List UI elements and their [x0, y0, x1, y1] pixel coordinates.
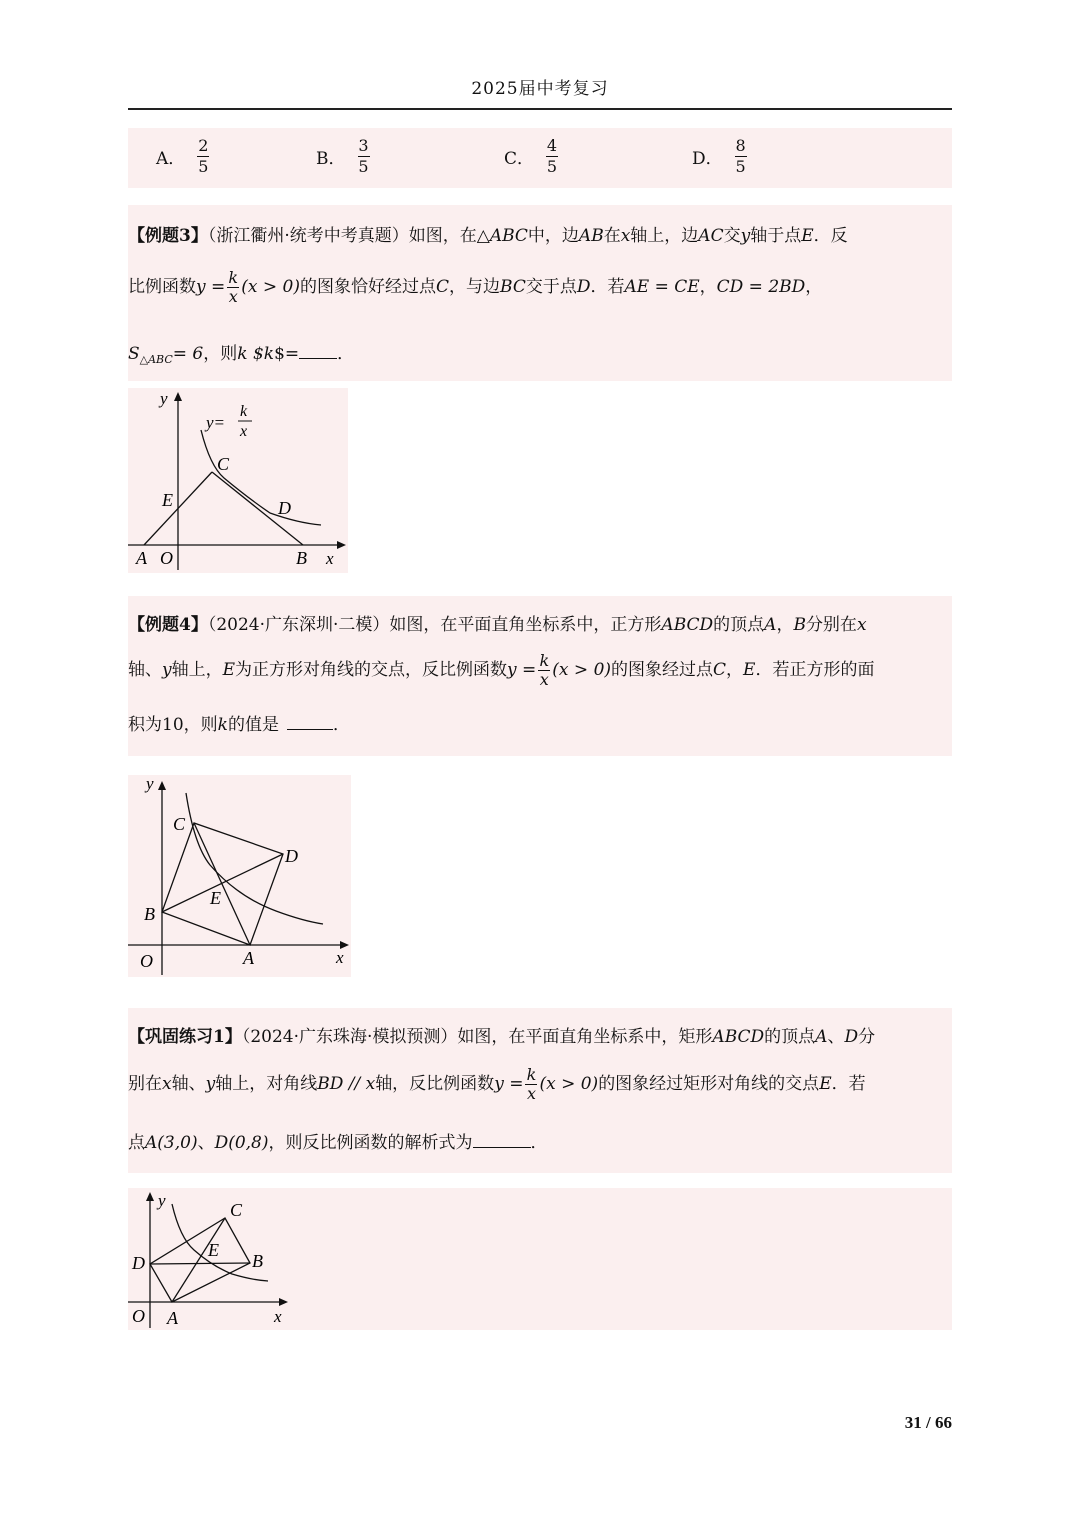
- math: = 6: [172, 344, 204, 364]
- text: ．: [530, 1133, 548, 1153]
- choice-letter: B．: [316, 149, 346, 169]
- text: ，: [726, 660, 744, 680]
- axis-label-y: y: [160, 389, 168, 408]
- header-title: 2025届中考复习: [471, 79, 609, 99]
- point-label-c: C: [230, 1200, 243, 1220]
- math: AE = CE: [624, 277, 700, 297]
- origin-label: O: [140, 951, 153, 971]
- choice-letter: C．: [504, 149, 535, 169]
- math: x: [162, 1074, 172, 1094]
- point-label-e: E: [208, 1240, 219, 1260]
- math: y: [205, 1074, 216, 1094]
- choice-c: [504, 136, 558, 177]
- answer-choices: [128, 128, 952, 188]
- text: 别在: [128, 1074, 162, 1094]
- numerator: 3: [358, 136, 369, 155]
- text: 轴、: [171, 1074, 206, 1094]
- math: AC: [698, 226, 724, 246]
- math: E: [801, 226, 814, 246]
- text: 如图，在平面直角坐标系中，正方形: [389, 615, 662, 635]
- ex4-line-1: [128, 610, 867, 635]
- choice-fraction: [358, 136, 370, 177]
- choice-d: [692, 136, 747, 177]
- axis-label-x: x: [274, 1307, 282, 1326]
- point-label-c: C: [173, 814, 186, 834]
- function-label: y=: [206, 413, 226, 432]
- text: ．若: [831, 1074, 866, 1094]
- function-numerator: k: [240, 403, 248, 420]
- math: A: [764, 615, 777, 635]
- text: 分: [858, 1027, 876, 1047]
- math: D: [576, 277, 591, 297]
- math: k $: [237, 344, 264, 364]
- ex4-source: （2024·广东深圳·二模）: [207, 615, 390, 635]
- text: 轴，反比例函数: [375, 1074, 495, 1094]
- math: S: [128, 344, 140, 364]
- practice-1: [128, 1008, 952, 1173]
- numerator: k: [539, 651, 550, 670]
- choice-fraction: [546, 136, 558, 177]
- text: 交于点: [525, 277, 577, 297]
- math: △ABC: [476, 226, 528, 246]
- text: 的顶点: [764, 1027, 816, 1047]
- text: ，则反比例函数的解析式为: [268, 1133, 473, 1153]
- text: 轴上，边: [630, 226, 699, 246]
- text: 轴上，: [171, 660, 223, 680]
- math: A: [815, 1027, 828, 1047]
- axis-label-y: y: [158, 1191, 166, 1210]
- axis-label-y: y: [146, 775, 154, 793]
- text: 的顶点: [713, 615, 765, 635]
- text: ，与边: [449, 277, 501, 297]
- math: BC: [500, 277, 526, 297]
- practice-1-figure: [128, 1188, 952, 1330]
- point-label-c: C: [217, 454, 230, 474]
- point-label-d: D: [285, 846, 298, 866]
- point-label-d: D: [278, 498, 291, 518]
- ex5-source: （2024·广东珠海·模拟预测）: [241, 1027, 458, 1047]
- choice-b: [316, 136, 370, 177]
- denominator: 5: [358, 157, 369, 176]
- ex4-tag: 【例题4】: [128, 615, 208, 635]
- choice-fraction: [197, 136, 209, 177]
- text: 交: [723, 226, 741, 246]
- point-label-b: B: [144, 904, 155, 924]
- text: ．反: [813, 226, 848, 246]
- choice-letter: A．: [156, 149, 186, 169]
- text: 分别在: [805, 615, 857, 635]
- ex5-line-1: [128, 1022, 875, 1047]
- math: CD = 2BD: [716, 277, 806, 297]
- text: 如图，在: [408, 226, 477, 246]
- math: AB: [578, 226, 604, 246]
- numerator: k: [228, 268, 239, 287]
- math: (x > 0): [539, 1074, 599, 1094]
- math: k: [263, 344, 275, 364]
- text: 轴、: [128, 660, 162, 680]
- math: k: [217, 715, 228, 735]
- example-3-figure: [128, 388, 348, 573]
- text: ．: [337, 344, 355, 364]
- example-4: [128, 596, 952, 756]
- text: 为正方形对角线的交点，反比例函数: [235, 660, 508, 680]
- text: 中，边: [527, 226, 579, 246]
- math: E: [819, 1074, 832, 1094]
- math: D: [844, 1027, 859, 1047]
- text: $=: [274, 344, 300, 364]
- math: ABCD: [712, 1027, 765, 1047]
- text: 、: [827, 1027, 845, 1047]
- math: y: [162, 660, 172, 680]
- text: 的图象经过矩形对角线的交点: [598, 1074, 820, 1094]
- numerator: k: [526, 1065, 537, 1084]
- ex3-source: （浙江衢州·统考中考真题）: [207, 226, 409, 246]
- text: ．若: [590, 277, 625, 297]
- ex3-tag: 【例题3】: [128, 226, 208, 246]
- answer-blank: [299, 358, 337, 359]
- math: x: [620, 226, 631, 246]
- fraction: [538, 652, 550, 689]
- example-3: [128, 205, 952, 381]
- text: ．若正方形的面: [755, 660, 875, 680]
- math: D(0,8): [214, 1133, 269, 1153]
- math: B: [793, 615, 806, 635]
- axis-label-x: x: [336, 948, 344, 967]
- point-label-e: E: [162, 490, 173, 510]
- function-denominator: x: [240, 423, 248, 440]
- fraction: [525, 1066, 537, 1103]
- point-label-a: A: [243, 948, 254, 968]
- math: E: [743, 660, 756, 680]
- point-label-e: E: [210, 888, 221, 908]
- page-number-text: 31 / 66: [904, 1413, 952, 1432]
- text: 轴上，对角线: [215, 1074, 318, 1094]
- math: E: [222, 660, 236, 680]
- text: 点: [128, 1133, 145, 1153]
- text: 如图，在平面直角坐标系中，矩形: [457, 1027, 713, 1047]
- math: y: [740, 226, 751, 246]
- origin-label: O: [132, 1306, 145, 1326]
- page-header: [128, 70, 952, 110]
- text: 积为10，则: [128, 715, 218, 735]
- text: ．: [332, 715, 350, 735]
- math: x: [856, 615, 867, 635]
- answer-blank: [473, 1147, 531, 1148]
- denominator: x: [228, 287, 238, 306]
- axis-label-x: x: [326, 549, 334, 568]
- choice-fraction: [735, 136, 747, 177]
- denominator: 5: [198, 157, 209, 176]
- text: ，: [776, 615, 794, 635]
- subscript: △ABC: [139, 353, 173, 366]
- point-label-a: A: [167, 1308, 178, 1328]
- ex3-line-2: [128, 269, 822, 306]
- answer-blank: [287, 729, 333, 730]
- math: (x > 0): [552, 660, 612, 680]
- ex4-line-3: [128, 710, 350, 735]
- text: ，: [699, 277, 717, 297]
- numerator: 2: [198, 136, 209, 155]
- math: C: [713, 660, 727, 680]
- math: y =: [196, 277, 226, 297]
- point-label-b: B: [296, 548, 307, 568]
- math: y =: [507, 660, 537, 680]
- ex3-line-3: [128, 339, 354, 366]
- ex5-line-3: [128, 1128, 548, 1153]
- text: 的图象恰好经过点: [300, 277, 436, 297]
- point-label-d: D: [132, 1253, 145, 1273]
- page-number: [905, 1413, 952, 1433]
- denominator: x: [526, 1084, 536, 1103]
- text: ，则: [203, 344, 238, 364]
- math: C: [436, 277, 450, 297]
- denominator: x: [539, 670, 549, 689]
- choice-letter: D．: [692, 149, 723, 169]
- numerator: 4: [546, 136, 558, 155]
- ex5-line-2: [128, 1066, 866, 1103]
- denominator: 5: [546, 157, 558, 176]
- point-label-a: A: [136, 548, 147, 568]
- numerator: 8: [735, 136, 746, 155]
- ex4-line-2: [128, 652, 874, 689]
- text: 轴于点: [750, 226, 802, 246]
- example-4-figure: [128, 775, 351, 977]
- choice-a: [156, 136, 209, 177]
- point-label-b: B: [252, 1251, 263, 1271]
- math: (x > 0): [241, 277, 300, 297]
- ex5-tag: 【巩固练习1】: [128, 1027, 242, 1047]
- origin-label: O: [160, 548, 173, 568]
- math: ABCD: [661, 615, 714, 635]
- math: y =: [494, 1074, 524, 1094]
- fraction: [227, 269, 239, 306]
- math: A(3,0): [145, 1133, 198, 1153]
- text: 比例函数: [128, 277, 196, 297]
- ex3-line-1: [128, 221, 848, 246]
- text: 的值是: [227, 715, 279, 735]
- text: ，: [805, 277, 823, 297]
- text: 、: [197, 1133, 215, 1153]
- denominator: 5: [735, 157, 746, 176]
- text: 的图象经过点: [611, 660, 714, 680]
- math: BD // x: [317, 1074, 376, 1094]
- text: 在: [603, 226, 621, 246]
